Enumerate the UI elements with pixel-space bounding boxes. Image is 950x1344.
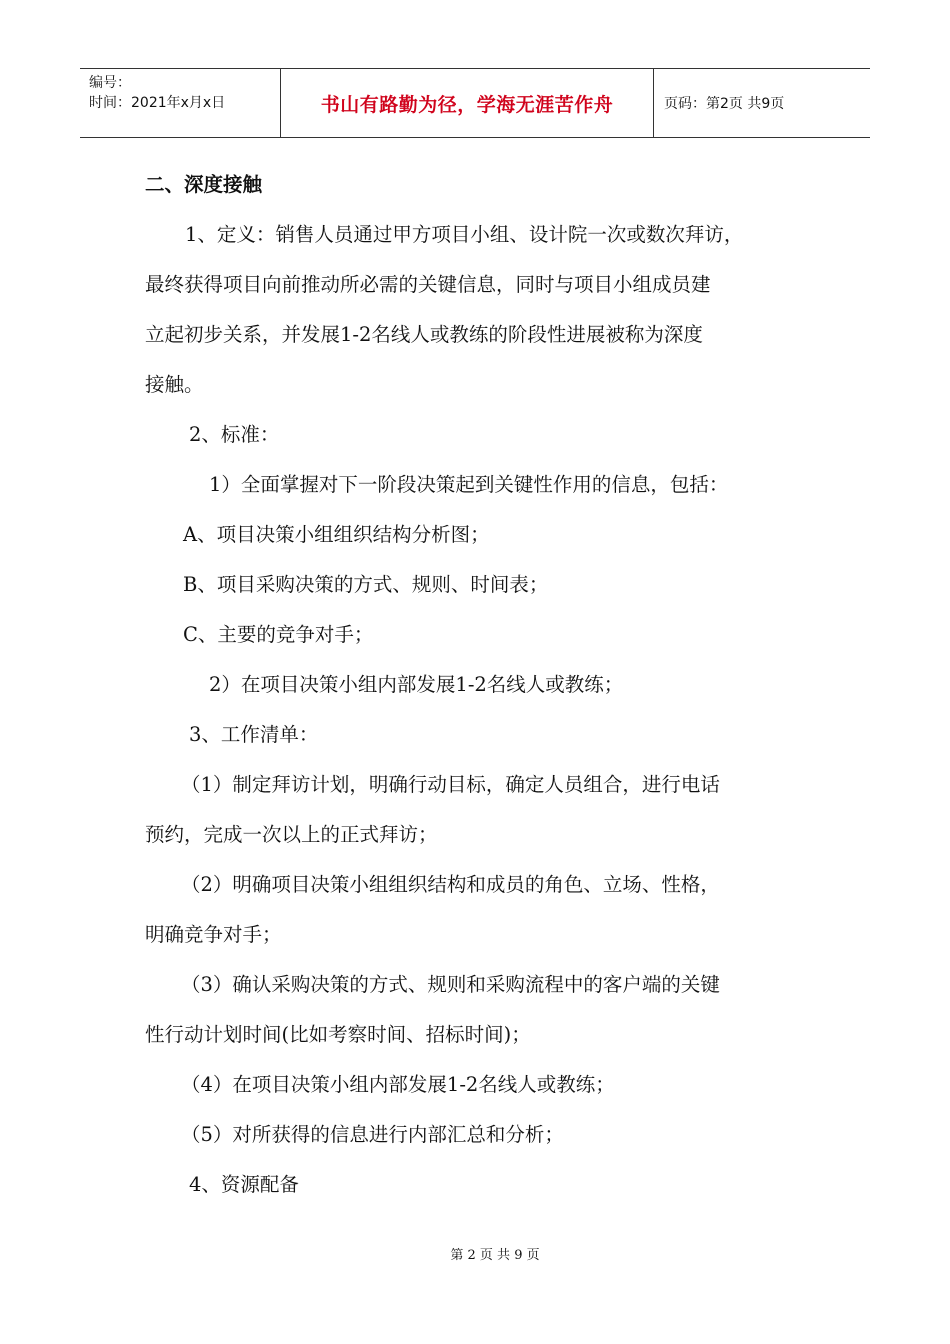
paragraph-line: 1）全面掌握对下一阶段决策起到关键性作用的信息，包括： — [209, 473, 729, 496]
paragraph-line: 接触。 — [145, 373, 204, 396]
page-indicator: 页码：第2页 共9页 — [664, 96, 785, 112]
paragraph-line: 预约，完成一次以上的正式拜访； — [145, 823, 438, 846]
paragraph-line: 4、资源配备 — [189, 1173, 299, 1196]
number-label: 编号： — [89, 75, 131, 91]
header-info-cell — [80, 69, 281, 137]
paragraph-line: （4）在项目决策小组内部发展1-2名线人或教练； — [181, 1073, 615, 1096]
paragraph-line: 性行动计划时间(比如考察时间、招标时间)； — [145, 1023, 531, 1046]
paragraph-line: （3）确认采购决策的方式、规则和采购流程中的客户端的关键 — [181, 973, 720, 996]
paragraph-line: A、项目决策小组组织结构分析图； — [183, 523, 490, 546]
paragraph-line: 2、标准： — [189, 423, 280, 446]
paragraph-line: （5）对所获得的信息进行内部汇总和分析； — [181, 1123, 564, 1146]
paragraph-line: 1、定义：销售人员通过甲方项目小组、设计院一次或数次拜访， — [185, 223, 744, 246]
paragraph-line: 3、工作清单： — [189, 723, 319, 746]
paragraph-line: 2）在项目决策小组内部发展1-2名线人或教练； — [209, 673, 624, 696]
time-label: 时间：2021年x月x日 — [89, 95, 226, 111]
paragraph-line: 立起初步关系，并发展1-2名线人或教练的阶段性进展被称为深度 — [145, 323, 703, 346]
paragraph-line: C、主要的竞争对手； — [183, 623, 374, 646]
section-title: 二、深度接触 — [145, 173, 263, 196]
paragraph-line: （1）制定拜访计划，明确行动目标，确定人员组合，进行电话 — [181, 773, 720, 796]
motto: 书山有路勤为径，学海无涯苦作舟 — [281, 69, 654, 137]
page-header — [80, 68, 870, 138]
paragraph-line: B、项目采购决策的方式、规则、时间表； — [183, 573, 549, 596]
paragraph-line: 明确竞争对手； — [145, 923, 282, 946]
paragraph-line: （2）明确项目决策小组组织结构和成员的角色、立场、性格， — [181, 873, 720, 896]
paragraph-line: 最终获得项目向前推动所必需的关键信息，同时与项目小组成员建 — [145, 273, 711, 296]
page-footer: 第 2 页 共 9 页 — [450, 1248, 540, 1263]
